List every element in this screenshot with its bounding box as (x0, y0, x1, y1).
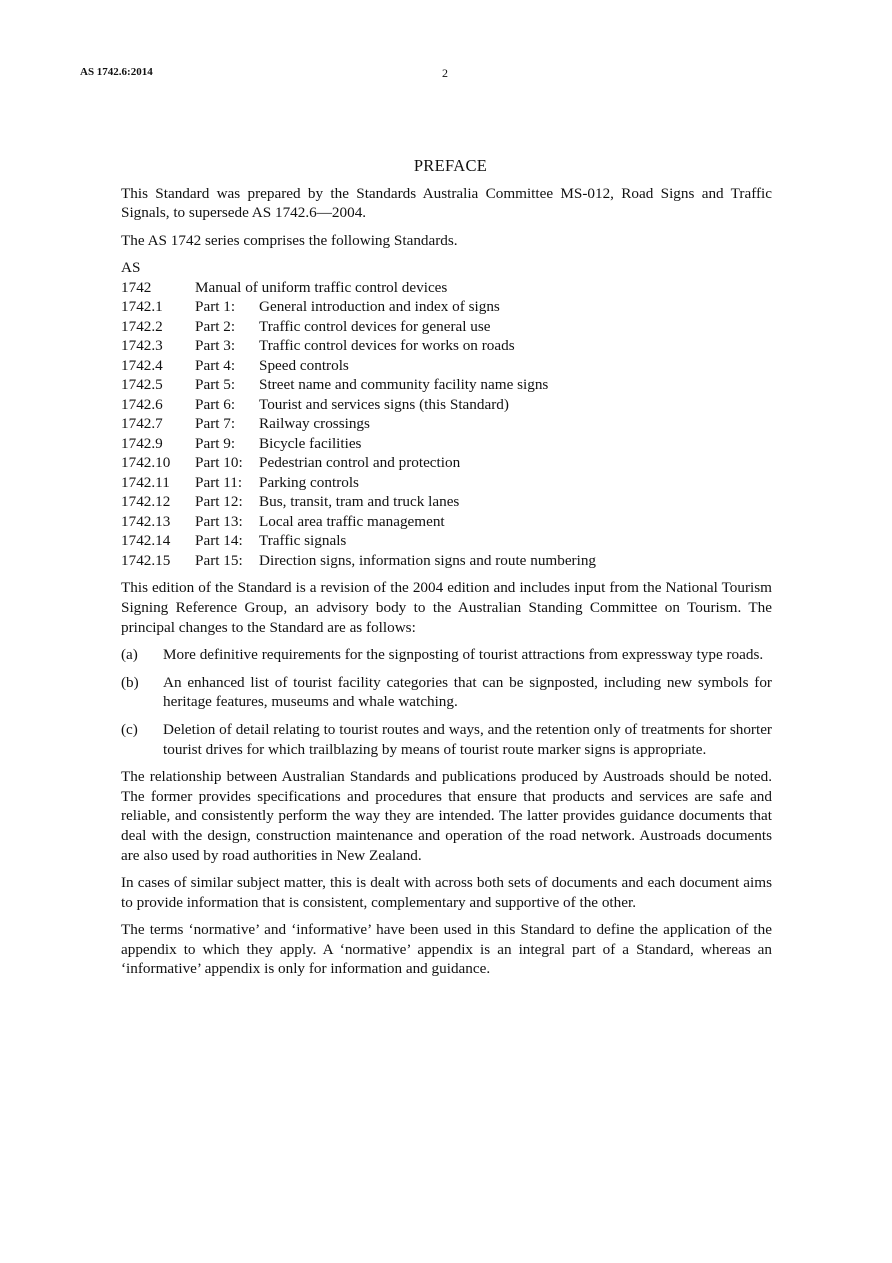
series-number: 1742.11 (121, 473, 170, 491)
series-title: Bicycle facilities (259, 434, 362, 452)
standards-series-list (121, 258, 772, 570)
series-part: Part 12: (195, 493, 243, 511)
running-header (80, 66, 812, 82)
change-item-label: (b) (121, 673, 139, 691)
series-title: Pedestrian control and protection (259, 454, 461, 472)
intro-paragraph: This Standard was prepared by the Standards Australia Committee MS-012, Road Signs and Traffic Signals, to supersede AS 1742.6—2004. (121, 184, 772, 222)
change-item-label: (a) (121, 646, 138, 664)
series-title: Railway crossings (259, 415, 370, 433)
series-rows (121, 278, 772, 571)
series-title: Tourist and services signs (this Standard) (259, 395, 509, 413)
series-number: 1742.13 (121, 512, 171, 530)
series-part: Part 9: (195, 434, 236, 452)
series-row (121, 453, 772, 473)
series-row (121, 336, 772, 356)
change-item-label: (c) (121, 720, 138, 738)
series-title: Bus, transit, tram and truck lanes (259, 493, 460, 511)
series-heading-row (121, 258, 772, 278)
series-row (121, 375, 772, 395)
change-item (121, 720, 772, 759)
change-item (121, 673, 772, 712)
series-row (121, 356, 772, 376)
series-title: Parking controls (259, 473, 359, 491)
series-number: 1742.1 (121, 298, 163, 316)
series-part: Part 2: (195, 317, 236, 335)
series-row (121, 297, 772, 317)
series-title: Manual of uniform traffic control devices (195, 278, 448, 296)
change-item-text: An enhanced list of tourist facility categories that can be signposted, including new symbols for heritage features, museums and whale watching. (163, 673, 772, 711)
changes-list (121, 645, 772, 759)
series-intro-paragraph: The AS 1742 series comprises the following Standards. (121, 231, 458, 249)
series-row (121, 492, 772, 512)
series-part: Part 15: (195, 551, 243, 569)
series-row (121, 551, 772, 571)
series-row (121, 414, 772, 434)
series-part: Part 13: (195, 512, 243, 530)
change-item-text: More definitive requirements for the signposting of tourist attractions from expressway type roads. (163, 646, 764, 664)
series-title: Traffic control devices for general use (259, 317, 491, 335)
series-number: 1742.7 (121, 415, 163, 433)
series-title: Traffic signals (259, 532, 347, 550)
series-row (121, 473, 772, 493)
series-number: 1742.6 (121, 395, 163, 413)
series-title: Direction signs, information signs and route numbering (259, 551, 597, 569)
series-part: Part 4: (195, 356, 236, 374)
series-row (121, 531, 772, 551)
series-part: Part 3: (195, 337, 236, 355)
series-row (121, 317, 772, 337)
series-title: Speed controls (259, 356, 349, 374)
austroads-paragraph: The relationship between Australian Standards and publications produced by Austroads should be noted. The former provides specifications and procedures that ensure that products and services are safe and reliable, and consistently perform the way they are intended. The latter provides guidance documents that deal with the design, construction maintenance and operation of the road network. Austroads documents are also used by road authorities in New Zealand. (121, 768, 772, 864)
series-part: Part 6: (195, 395, 236, 413)
series-title: Traffic control devices for works on roads (259, 337, 515, 355)
series-part: Part 10: (195, 454, 243, 472)
series-part: Part 11: (195, 473, 243, 491)
change-item (121, 645, 772, 665)
series-row (121, 395, 772, 415)
series-part: Part 14: (195, 532, 243, 550)
series-number: 1742.4 (121, 356, 163, 374)
normative-informative-paragraph: The terms ‘normative’ and ‘informative’ have been used in this Standard to define the application of the appendix to which they apply. A ‘normative’ appendix is an integral part of a Standard, whereas an ‘informative’ appendix is only for information and guidance. (121, 921, 772, 978)
series-row (121, 434, 772, 454)
series-number: 1742.14 (121, 532, 171, 550)
subject-matter-paragraph: In cases of similar subject matter, this is dealt with across both sets of documents and each document aims to provide information that is consistent, complementary and supportive of the other. (121, 874, 772, 911)
series-row (121, 278, 772, 298)
series-title: General introduction and index of signs (259, 298, 500, 316)
series-part: Part 5: (195, 376, 236, 394)
series-title: Street name and community facility name signs (259, 376, 549, 394)
series-number: 1742.2 (121, 317, 163, 335)
change-item-text: Deletion of detail relating to tourist routes and ways, and the retention only of treatments for shorter tourist drives for which trailblazing by means of tourist route marker signs is appropriate. (163, 720, 772, 758)
page-number: 2 (442, 66, 448, 80)
page-content (121, 156, 772, 987)
series-row (121, 512, 772, 532)
series-number: 1742.15 (121, 551, 171, 569)
series-number: 1742.9 (121, 434, 163, 452)
series-heading: AS (121, 259, 141, 277)
series-title: Local area traffic management (259, 512, 445, 530)
series-number: 1742.10 (121, 454, 171, 472)
series-number: 1742.12 (121, 493, 171, 511)
revision-paragraph: This edition of the Standard is a revision of the 2004 edition and includes input from the National Tourism Signing Reference Group, an advisory body to the Australian Standing Committee on Tourism. The principal changes to the Standard are as follows: (121, 579, 772, 636)
series-number: 1742.5 (121, 376, 163, 394)
page-title: PREFACE (413, 156, 488, 175)
standard-number: AS 1742.6:2014 (80, 66, 153, 78)
series-part: Part 1: (195, 298, 236, 316)
series-number: 1742 (121, 278, 152, 296)
series-part: Part 7: (195, 415, 236, 433)
series-number: 1742.3 (121, 337, 163, 355)
